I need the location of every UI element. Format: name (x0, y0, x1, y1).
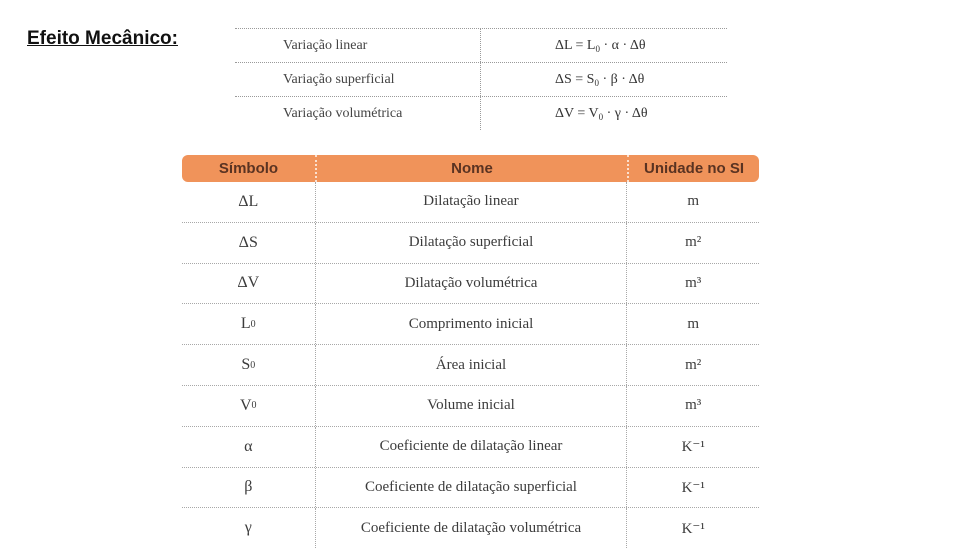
cell-name: Dilatação volumétrica (315, 264, 627, 304)
formula-table (235, 28, 727, 130)
cell-name: Dilatação superficial (315, 223, 627, 263)
formula-expression (480, 38, 646, 54)
cell-name: Comprimento inicial (315, 304, 627, 344)
cell-unit: K⁻¹ (626, 508, 759, 548)
table-row (182, 427, 759, 468)
cell-symbol (182, 468, 315, 508)
table-header (182, 155, 759, 182)
table-row (182, 304, 759, 345)
cell-name: Coeficiente de dilatação superficial (315, 468, 627, 508)
formula-rhs: · β · Δθ (602, 71, 645, 87)
cell-name: Volume inicial (315, 386, 627, 426)
cell-name: Coeficiente de dilatação volumétrica (315, 508, 627, 548)
table-row (182, 468, 759, 509)
cell-symbol (182, 386, 315, 426)
formula-row (235, 63, 727, 97)
cell-unit: m³ (626, 264, 759, 304)
cell-name: Área inicial (315, 345, 627, 385)
cell-unit: m³ (626, 386, 759, 426)
cell-symbol (182, 264, 315, 304)
cell-unit: m² (626, 223, 759, 263)
symbol-text: L (240, 315, 251, 333)
cell-unit: m² (626, 345, 759, 385)
header-unit: Unidade no SI (627, 155, 759, 182)
cell-name: Dilatação linear (315, 182, 627, 222)
table-row (182, 386, 759, 427)
header-symbol: Símbolo (218, 160, 279, 177)
formula-lhs: ΔS = S (555, 71, 595, 87)
symbol-text: S (241, 356, 251, 374)
table-row (182, 223, 759, 264)
page-heading: Efeito Mecânico: (27, 28, 178, 49)
table-row (182, 345, 759, 386)
table-row (182, 264, 759, 305)
cell-symbol (182, 427, 315, 467)
symbol-subscript: 0 (251, 400, 257, 412)
symbol-text: γ (244, 519, 252, 537)
formula-row (235, 97, 727, 130)
symbol-table (182, 155, 759, 548)
formula-lhs: ΔL = L (555, 37, 596, 53)
cell-symbol (182, 508, 315, 548)
formula-subscript: 0 (594, 77, 599, 88)
table-row (182, 508, 759, 548)
symbol-text: α (244, 437, 253, 455)
cell-unit: m (626, 182, 759, 222)
cell-symbol (182, 304, 315, 344)
symbol-text: ΔL (238, 192, 259, 210)
table-row (182, 182, 759, 223)
formula-name: Variação superficial (283, 71, 395, 87)
symbol-text: ΔS (238, 233, 258, 251)
cell-unit: m (626, 304, 759, 344)
formula-name: Variação linear (283, 37, 368, 53)
cell-unit: K⁻¹ (626, 468, 759, 508)
formula-rhs: · α · Δθ (603, 37, 646, 53)
header-name: Nome (315, 155, 627, 182)
symbol-text: V (239, 396, 252, 414)
formula-expression (480, 72, 644, 88)
symbol-subscript: 0 (250, 318, 256, 330)
formula-subscript: 0 (598, 111, 604, 122)
cell-symbol (182, 345, 315, 385)
formula-subscript: 0 (595, 43, 600, 54)
cell-symbol (182, 182, 315, 222)
cell-symbol (182, 223, 315, 263)
formula-row (235, 28, 727, 63)
formula-expression (480, 106, 648, 122)
formula-name: Variação volumétrica (283, 105, 403, 121)
formula-rhs: · γ · Δθ (606, 105, 648, 121)
symbol-text: ΔV (237, 274, 260, 292)
cell-unit: K⁻¹ (626, 427, 759, 467)
cell-name: Coeficiente de dilatação linear (315, 427, 627, 467)
symbol-subscript: 0 (250, 359, 256, 371)
formula-lhs: ΔV = V (555, 105, 599, 121)
symbol-text: β (244, 478, 253, 496)
